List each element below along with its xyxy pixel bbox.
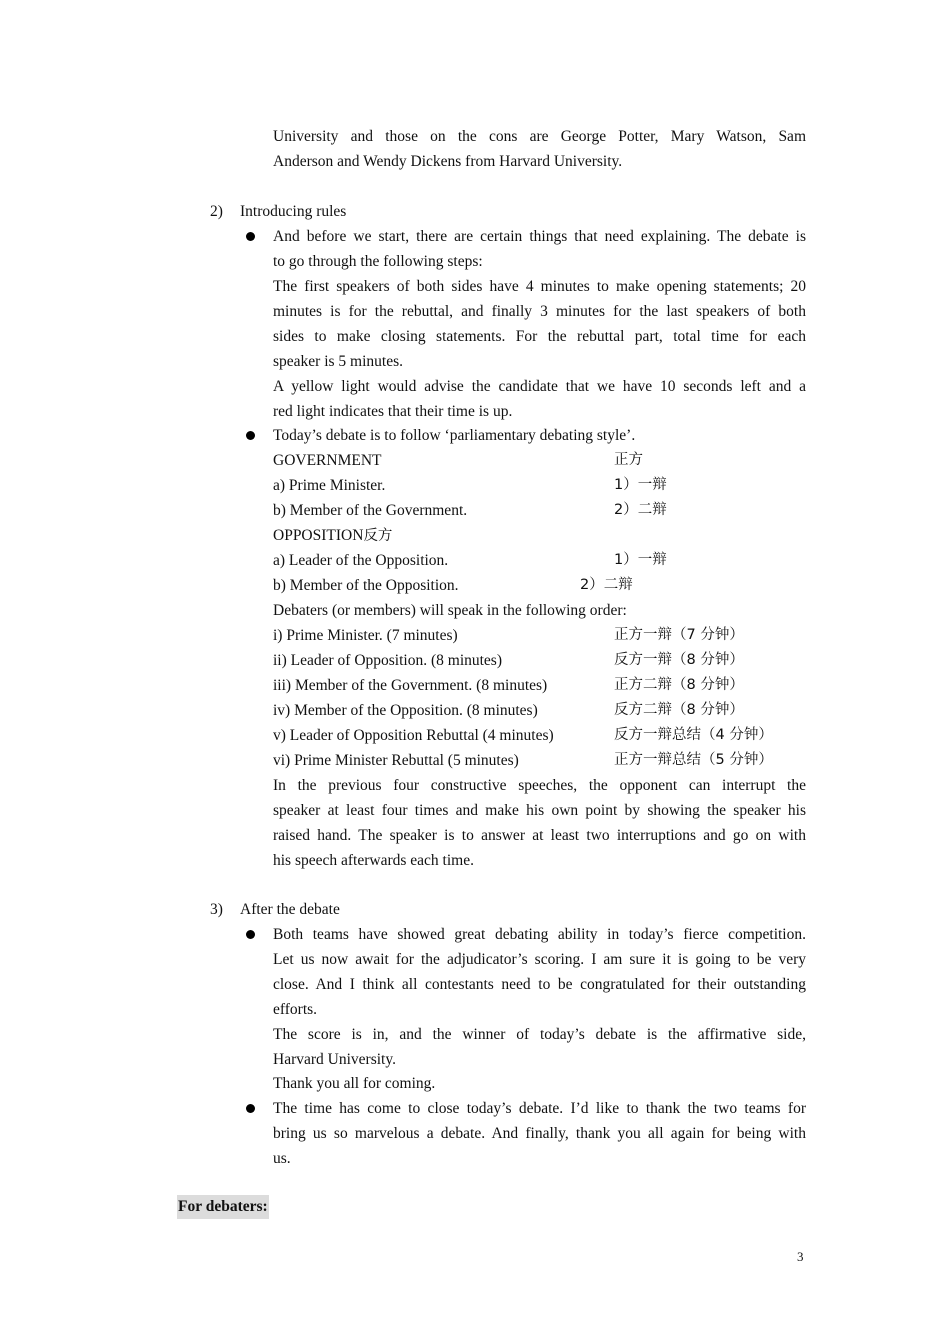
- text-line: efforts.: [273, 1001, 318, 1018]
- bullet-icon: [246, 232, 255, 241]
- text-line: University and those on the cons are George Potter, Mary Watson, Sam: [273, 128, 806, 145]
- text-line: his speech afterwards each time.: [273, 852, 474, 869]
- order-cn: 反方一辩总结（4 分钟）: [614, 727, 773, 743]
- text-line: bring us so marvelous a debate. And finally, thank you all again for being with: [273, 1125, 806, 1142]
- order-line: v) Leader of Opposition Rebuttal (4 minutes): [273, 727, 554, 744]
- text-line: A yellow light would advise the candidate that we have 10 seconds left and a: [273, 378, 806, 395]
- text-line: The first speakers of both sides have 4 minutes to make opening statements; 20: [273, 278, 806, 295]
- text-line: speaker is 5 minutes.: [273, 353, 404, 370]
- role-cn: 2）二辩: [580, 577, 633, 593]
- order-line: iv) Member of the Opposition. (8 minutes): [273, 702, 538, 719]
- bullet-icon: [246, 930, 255, 939]
- text-line: And before we start, there are certain things that need explaining. The debate is: [273, 228, 806, 245]
- order-cn: 正方二辩（8 分钟）: [614, 677, 744, 693]
- government-cn: 正方: [614, 452, 643, 468]
- text-line: sides to make closing statements. For the rebuttal part, total time for each: [273, 328, 806, 345]
- order-cn: 反方一辩（8 分钟）: [614, 652, 744, 668]
- role-line: a) Prime Minister.: [273, 477, 386, 494]
- for-debaters-heading: For debaters:: [177, 1195, 269, 1219]
- order-line: i) Prime Minister. (7 minutes): [273, 627, 458, 644]
- text-line: Let us now await for the adjudicator’s scoring. I am sure it is going to be very: [273, 951, 806, 968]
- text-line: us.: [273, 1150, 291, 1167]
- order-cn: 正方一辩（7 分钟）: [614, 627, 744, 643]
- section-number: 3): [210, 901, 223, 918]
- opposition-cn: 反方: [363, 528, 393, 544]
- opposition-line: [273, 523, 806, 548]
- bullet-icon: [246, 1104, 255, 1113]
- text-line: The score is in, and the winner of today’s debate is the affirmative side,: [273, 1026, 806, 1043]
- section-3-heading: [210, 897, 340, 922]
- text-line: speaker at least four times and make his own point by showing the speaker his: [273, 802, 806, 819]
- text-line: raised hand. The speaker is to answer at least two interruptions and go on with: [273, 827, 806, 844]
- text-line: Harvard University.: [273, 1051, 396, 1068]
- role-line: a) Leader of the Opposition.: [273, 552, 449, 569]
- page-number: 3: [797, 1249, 804, 1264]
- text-line: Anderson and Wendy Dickens from Harvard University.: [273, 153, 623, 170]
- government-label: GOVERNMENT: [273, 452, 382, 469]
- text-line: close. And I think all contestants need to be congratulated for their outstanding: [273, 976, 806, 993]
- role-cn: 1）一辩: [614, 552, 667, 568]
- order-line: iii) Member of the Government. (8 minutes): [273, 677, 548, 694]
- section-2-heading: [210, 199, 346, 224]
- order-cn: 正方一辩总结（5 分钟）: [614, 752, 773, 768]
- text-line: Today’s debate is to follow ‘parliamentary debating style’.: [273, 427, 636, 444]
- order-cn: 反方二辩（8 分钟）: [614, 702, 744, 718]
- text-line: Both teams have showed great debating ability in today’s fierce competition.: [273, 926, 806, 943]
- section-title: After the debate: [240, 901, 340, 918]
- role-line: b) Member of the Opposition.: [273, 577, 459, 594]
- opposition-label: OPPOSITION: [273, 527, 364, 544]
- text-line: In the previous four constructive speeches, the opponent can interrupt the: [273, 777, 806, 794]
- text-line: red light indicates that their time is up.: [273, 403, 513, 420]
- order-line: ii) Leader of Opposition. (8 minutes): [273, 652, 503, 669]
- role-line: b) Member of the Government.: [273, 502, 468, 519]
- text-line: minutes is for the rebuttal, and finally 3 minutes for the last speakers of both: [273, 303, 806, 320]
- order-line: vi) Prime Minister Rebuttal (5 minutes): [273, 752, 519, 769]
- role-cn: 1）一辩: [614, 477, 667, 493]
- bullet-icon: [246, 431, 255, 440]
- role-cn: 2）二辩: [614, 502, 667, 518]
- text-line: to go through the following steps:: [273, 253, 483, 270]
- section-title: Introducing rules: [240, 203, 347, 220]
- section-number: 2): [210, 203, 223, 220]
- text-line: Thank you all for coming.: [273, 1075, 436, 1092]
- text-line: The time has come to close today’s debate. I’d like to thank the two teams for: [273, 1100, 806, 1117]
- text-line: Debaters (or members) will speak in the following order:: [273, 602, 627, 619]
